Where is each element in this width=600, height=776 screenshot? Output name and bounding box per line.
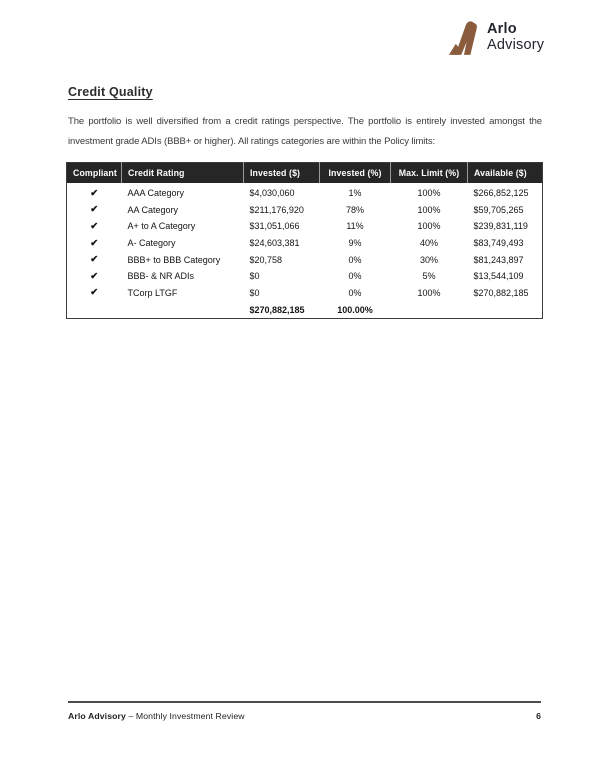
cell-invested-pct: 9% — [348, 238, 362, 249]
cell-max-limit: 100% — [417, 204, 441, 215]
cell-invested-amt: $31,051,066 — [249, 221, 300, 232]
table-row — [67, 235, 543, 252]
table-row — [67, 251, 543, 268]
compliant-checkmark-icon: ✔ — [90, 220, 99, 232]
page-content — [68, 85, 542, 319]
logo — [448, 17, 544, 58]
cell-credit-rating: AAA Category — [127, 188, 185, 199]
total-invested: $270,882,185 — [249, 304, 305, 315]
cell-invested-amt: $24,603,381 — [249, 238, 300, 249]
page-number: 6 — [536, 711, 541, 721]
table-footer — [67, 301, 543, 319]
page-footer — [68, 701, 541, 721]
cell-invested-amt: $0 — [249, 271, 260, 282]
cell-credit-rating: A- Category — [127, 238, 176, 249]
compliant-checkmark-icon: ✔ — [90, 270, 99, 282]
cell-available: $83,749,493 — [473, 238, 524, 249]
cell-available: $239,831,119 — [473, 221, 528, 232]
cell-available: $13,544,109 — [473, 271, 524, 282]
arlo-logo-mark-icon — [448, 17, 479, 58]
total-empty-max-limit — [391, 301, 468, 319]
total-empty-available — [468, 301, 543, 319]
header-available: Available ($) — [468, 163, 543, 184]
footer-text — [68, 711, 245, 721]
logo-text-advisory: Advisory — [487, 36, 545, 53]
cell-invested-amt: $0 — [249, 287, 260, 298]
cell-credit-rating: AA Category — [127, 204, 179, 215]
cell-credit-rating: A+ to A Category — [127, 221, 196, 232]
cell-credit-rating: BBB+ to BBB Category — [127, 254, 221, 265]
cell-max-limit: 100% — [417, 221, 441, 232]
cell-credit-rating: BBB- & NR ADIs — [127, 271, 195, 282]
cell-credit-rating: TCorp LTGF — [127, 287, 178, 298]
cell-max-limit: 30% — [419, 254, 438, 265]
cell-invested-pct: 1% — [348, 188, 362, 199]
footer-brand: Arlo Advisory — [68, 711, 126, 721]
cell-available: $270,882,185 — [473, 287, 529, 298]
cell-invested-pct: 78% — [345, 204, 364, 215]
table-row — [67, 202, 543, 219]
cell-invested-amt: $20,758 — [249, 254, 283, 265]
cell-max-limit: 100% — [417, 287, 441, 298]
header-invested-amt: Invested ($) — [244, 163, 320, 184]
table-row — [67, 218, 543, 235]
table-row — [67, 183, 543, 202]
cell-invested-pct: 0% — [348, 287, 362, 298]
cell-invested-pct: 11% — [346, 221, 364, 232]
total-invested-pct: 100.00% — [337, 304, 373, 315]
header-max-limit: Max. Limit (%) — [391, 163, 468, 184]
cell-invested-pct: 0% — [348, 271, 362, 282]
cell-max-limit: 40% — [419, 238, 438, 249]
compliant-checkmark-icon: ✔ — [90, 204, 99, 216]
compliant-checkmark-icon: ✔ — [90, 254, 99, 266]
cell-available: $266,852,125 — [473, 188, 529, 199]
section-heading: Credit Quality — [68, 85, 153, 99]
cell-invested-amt: $211,176,920 — [249, 204, 304, 215]
table-row — [67, 268, 543, 285]
logo-text-arlo: Arlo — [487, 21, 517, 37]
header-compliant: Compliant — [67, 163, 122, 184]
credit-quality-table — [66, 162, 543, 319]
compliant-checkmark-icon: ✔ — [90, 237, 99, 249]
total-row — [67, 301, 543, 319]
cell-available: $59,705,265 — [473, 204, 524, 215]
total-empty-compliant — [67, 301, 122, 319]
compliant-checkmark-icon: ✔ — [90, 187, 99, 199]
header-invested-pct: Invested (%) — [320, 163, 391, 184]
table-body — [67, 183, 543, 301]
cell-max-limit: 5% — [422, 271, 436, 282]
cell-invested-pct: 0% — [348, 254, 362, 265]
table-header — [67, 163, 543, 184]
cell-available: $81,243,897 — [473, 254, 524, 265]
total-empty-rating — [122, 301, 244, 319]
cell-max-limit: 100% — [417, 188, 441, 199]
compliant-checkmark-icon: ✔ — [90, 287, 99, 299]
cell-invested-amt: $4,030,060 — [249, 188, 295, 199]
footer-title: – Monthly Investment Review — [128, 711, 245, 721]
table-row — [67, 285, 543, 302]
logo-wordmark — [487, 22, 544, 53]
intro-paragraph: The portfolio is well diversified from a credit ratings perspective. The portfolio is entirely invested amongst the investment grade ADIs (BBB+ or higher). All ratings categories are within the Policy limits: — [68, 116, 542, 147]
header-credit-rating: Credit Rating — [122, 163, 244, 184]
